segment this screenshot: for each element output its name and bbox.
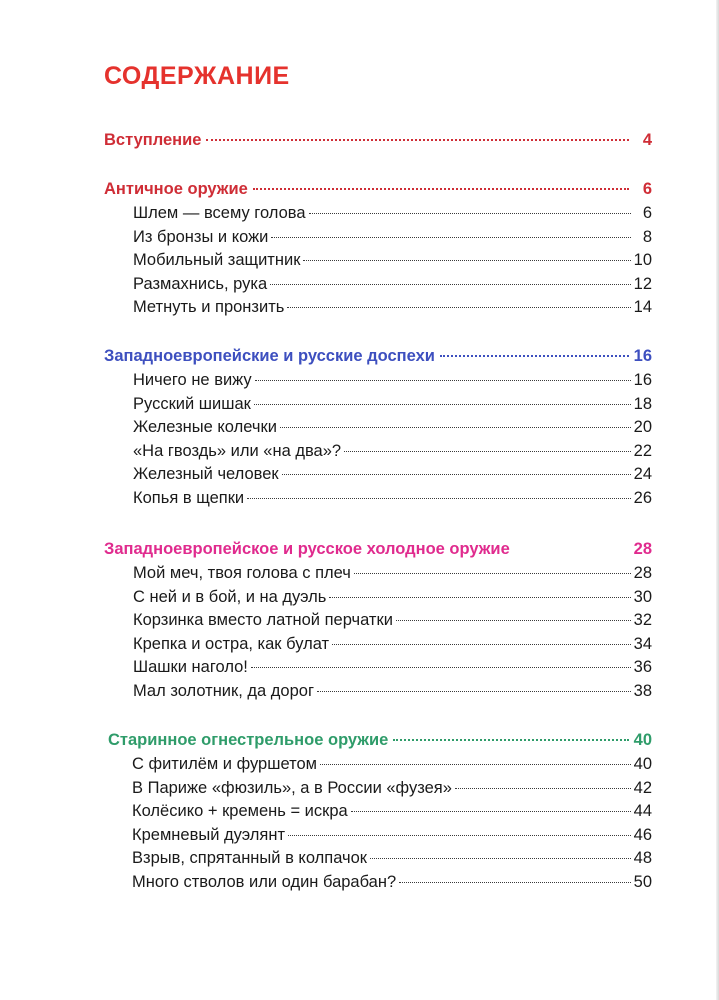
dot-leader [206,139,629,141]
dot-leader [344,451,631,452]
toc-item[interactable] [104,633,652,657]
dot-leader [351,811,631,812]
toc-item-title: Крепка и остра, как булат [133,634,330,653]
toc-item[interactable] [104,202,652,226]
toc-item-title: Размахнись, рука [133,274,268,293]
dot-leader [309,213,631,214]
toc-item-page: 8 [642,227,652,246]
toc-item[interactable] [104,800,652,824]
toc-heading-firearms[interactable] [104,729,652,753]
dot-leader [254,404,631,405]
toc-item[interactable] [104,824,652,848]
toc-item-title: В Париже «фюзиль», а в России «фузея» [132,778,452,797]
dot-leader [251,667,631,668]
toc-item-page: 32 [633,611,652,629]
toc-item-page: 16 [633,371,652,389]
dot-leader [320,764,631,765]
toc-item-page: 46 [633,825,652,844]
toc-item[interactable] [104,847,652,871]
dot-leader [287,307,630,308]
toc-item-page: 48 [633,849,652,867]
toc-item-page: 50 [633,872,652,891]
toc-heading-title: Старинное огнестрельное оружие [108,731,389,749]
toc-item-page: 22 [633,441,652,460]
dot-leader [329,597,630,598]
toc-item-page: 12 [633,274,652,293]
toc-heading-page: 4 [642,131,652,149]
toc-heading-intro[interactable] [104,129,652,153]
toc-item-page: 30 [633,587,652,606]
toc-item[interactable] [104,680,652,704]
toc-item[interactable] [104,296,652,320]
toc-item[interactable] [104,226,652,250]
toc-item[interactable] [104,393,652,417]
toc-item-page: 14 [633,298,652,316]
toc-item-title: Копья в щепки [133,488,245,507]
dot-leader [280,427,631,428]
toc-item[interactable] [104,416,652,440]
toc-item-page: 24 [633,465,652,483]
toc-section-intro [104,129,652,153]
toc-item-title: Ничего не вижу [133,371,252,389]
dot-leader [332,644,631,645]
toc-heading-page: 28 [633,540,652,558]
toc-item-title: Мой меч, твоя голова с плеч [133,564,351,582]
toc-item-title: Много стволов или один барабан? [132,872,397,891]
toc-item-title: Мобильный защитник [133,251,301,269]
dot-leader [396,620,631,621]
toc-item-title: Кремневый дуэлянт [132,825,286,844]
dot-leader [455,788,631,789]
toc-item-title: Русский шишак [133,394,251,413]
toc-item-title: «На гвоздь» или «на два»? [133,441,342,460]
toc-item[interactable] [104,487,652,511]
toc-item-title: Взрыв, спрятанный в колпачок [132,849,368,867]
toc-item-page: 18 [633,394,652,413]
toc-item[interactable] [104,609,652,633]
toc-item[interactable] [104,249,652,273]
toc-item-title: Колёсико + кремень = искра [132,802,348,820]
dot-leader [370,858,631,859]
toc-item-page: 20 [633,418,652,436]
toc-heading-title: Античное оружие [104,180,248,198]
toc-item-page: 6 [642,204,652,222]
toc-item-page: 36 [633,658,652,676]
toc-heading-antique[interactable] [104,178,652,202]
toc-heading-cold-weapons[interactable] [104,538,652,562]
toc-section-firearms [104,729,652,894]
toc-item-page: 38 [633,681,652,700]
toc-section-west-armor [104,345,652,510]
toc-item-title: Шлем — всему голова [133,204,306,222]
toc-item-page: 26 [633,488,652,507]
toc-item[interactable] [104,463,652,487]
toc-section-antique [104,178,652,320]
dot-leader [288,835,631,836]
toc-heading-title: Западноевропейское и русское холодное оружие [104,540,510,558]
dot-leader [270,284,631,285]
toc-heading-page: 6 [642,180,652,198]
toc-section-cold-weapons [104,538,652,703]
toc-item-title: Шашки наголо! [133,658,248,676]
toc-item-title: Корзинка вместо латной перчатки [133,611,393,629]
dot-leader [515,548,629,550]
toc-item-page: 10 [633,251,652,269]
toc-item-title: С фитилём и фуршетом [132,755,317,773]
dot-leader [247,498,631,499]
dot-leader [393,739,628,741]
dot-leader [282,474,631,475]
toc-item[interactable] [104,440,652,464]
toc-item-page: 44 [633,802,652,820]
toc-item[interactable] [104,777,652,801]
toc-heading-title: Вступление [104,131,202,149]
toc-item[interactable] [104,562,652,586]
dot-leader [317,691,631,692]
dot-leader [399,882,631,883]
dot-leader [440,355,629,357]
toc-item[interactable] [104,871,652,895]
toc-item[interactable] [104,753,652,777]
page-title: СОДЕРЖАНИЕ [104,62,290,90]
dot-leader [354,573,631,574]
toc-item-title: Мал золотник, да дорог [133,681,314,700]
toc-item-title: Метнуть и пронзить [133,298,285,316]
dot-leader [271,237,631,238]
toc-heading-west-armor[interactable] [104,345,652,369]
toc-item-page: 40 [633,755,652,773]
toc-item[interactable] [104,273,652,297]
toc-heading-page: 40 [633,731,652,749]
dot-leader [255,380,631,381]
dot-leader [303,260,630,261]
toc-item-page: 34 [633,634,652,653]
toc-item-page: 28 [633,564,652,582]
dot-leader [253,188,629,190]
toc-item-title: Железный человек [133,465,279,483]
toc-item-title: С ней и в бой, и на дуэль [133,587,327,606]
toc-item[interactable] [104,656,652,680]
toc-item[interactable] [104,586,652,610]
toc-heading-title: Западноевропейские и русские доспехи [104,347,435,365]
toc-item-title: Железные колечки [133,418,277,436]
toc-item[interactable] [104,369,652,393]
toc-item-page: 42 [633,778,652,797]
toc-heading-page: 16 [633,347,652,365]
toc-item-title: Из бронзы и кожи [133,227,269,246]
